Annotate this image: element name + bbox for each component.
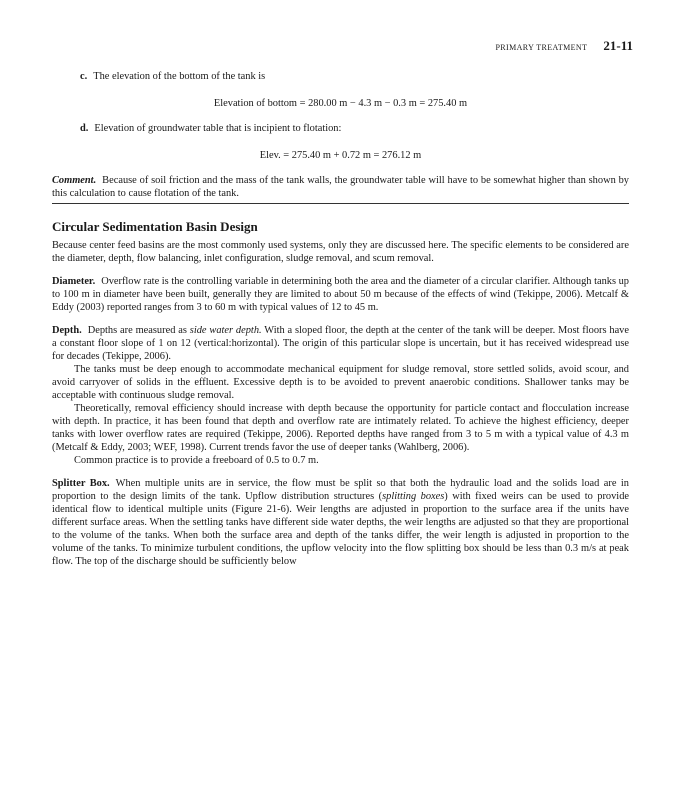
page-content (52, 70, 629, 568)
item-label: d. (80, 123, 89, 134)
depth-text-after: With a sloped floor, the depth at the center of the tank will be deeper. Most floors have a constant floor slope of 1 on 12 (vertical:horizontal). The origin of this particular slope is uncertain, but it has received widespread use for decades (Tekippe, 2006). (52, 325, 629, 362)
splitter-text-after: ) with fixed weirs can be used to provide identical flow to identical multiple units (Figure 21-6). Weir lengths are adjusted in proportion to the surface area if the units have different surface areas. When the settling tanks have different side water depths, the weir lengths are adjusted so that they are proportional to the volume of the tanks. When both the surface area and depth of the tanks differ, the weir length is adjusted in proportion to the volume of the tanks. To minimize turbulent conditions, the upflow velocity into the flow splitting box should be less than 0.3 m/s at peak flow. The top of the discharge should be sufficiently below (52, 491, 629, 567)
comment-paragraph (52, 174, 629, 204)
diameter-text: Overflow rate is the controlling variable in determining both the area and the diameter of a circular clarifier. Although tanks up to 100 m in diameter have been built, generally they are limited to about 50 m because of the effects of wind (Tekippe, 2006). Metcalf & Eddy (2003) reported ranges from 3 to 60 m with typical values of 12 to 45 m. (52, 276, 629, 313)
splitter-text-before: When multiple units are in service, the flow must be split so that both the hydraulic load and the solids load are in proportion to the design limits of the tank. Upflow distribution structures ( (52, 478, 629, 502)
depth-paragraph-3: Theoretically, removal efficiency should increase with depth because the opportunity for particle contact and flocculation increase with depth. In practice, it has been found that depth and overflow rate are intimately related. To achieve the highest efficiency, deeper tanks with lower overflow rates are required (Tekippe, 2006). Reported depths have ranged from 3 to 5 m with a typical value of 4.3 m (Metcalf & Eddy, 2003; WEF, 1998). Current trends favor the use of deeper tanks (Wahlberg, 2006). (52, 403, 629, 453)
splitter-box-paragraph (52, 477, 629, 568)
splitter-box-label: Splitter Box. (52, 478, 110, 489)
comment-text: Because of soil friction and the mass of the tank walls, the groundwater table will have to be somewhat higher than shown by this calculation to cause flotation of the tank. (52, 175, 629, 199)
depth-text-before: Depths are measured as (87, 325, 190, 336)
section-heading: Circular Sedimentation Basin Design (52, 219, 258, 234)
item-label: c. (80, 71, 88, 82)
depth-paragraph-2: The tanks must be deep enough to accommodate mechanical equipment for sludge removal, store settled solids, avoid scour, and avoid carryover of solids in the effluent. Excessive depth is to be avoided to prevent anaerobic conditions. Shallower tanks may be acceptable with continuous sludge removal. (52, 364, 629, 401)
list-item-c (80, 70, 629, 83)
item-text: Elevation of groundwater table that is incipient to flotation: (94, 123, 342, 134)
page-number: 21-11 (603, 38, 633, 53)
running-header (52, 38, 633, 54)
equation-elevation-groundwater: Elev. = 275.40 m + 0.72 m = 276.12 m (259, 150, 422, 161)
comment-label: Comment. (52, 175, 97, 186)
diameter-paragraph (52, 275, 629, 314)
running-title: PRIMARY TREATMENT (495, 43, 588, 52)
list-item-d (80, 122, 629, 135)
depth-label: Depth. (52, 325, 82, 336)
depth-emphasis: side water depth. (189, 325, 262, 336)
equation-elevation-bottom: Elevation of bottom = 280.00 m − 4.3 m − 0.3 m = 275.40 m (213, 98, 468, 109)
depth-paragraph-4: Common practice is to provide a freeboard of 0.5 to 0.7 m. (74, 455, 319, 466)
section-intro: Because center feed basins are the most commonly used systems, only they are discussed here. The specific elements to be considered are the diameter, depth, flow balancing, inlet configuration, sludge removal, and scum removal. (52, 240, 629, 264)
item-text: The elevation of the bottom of the tank is (93, 71, 266, 82)
splitter-emphasis: splitting boxes (382, 491, 445, 502)
depth-paragraph (52, 324, 629, 363)
diameter-label: Diameter. (52, 276, 96, 287)
